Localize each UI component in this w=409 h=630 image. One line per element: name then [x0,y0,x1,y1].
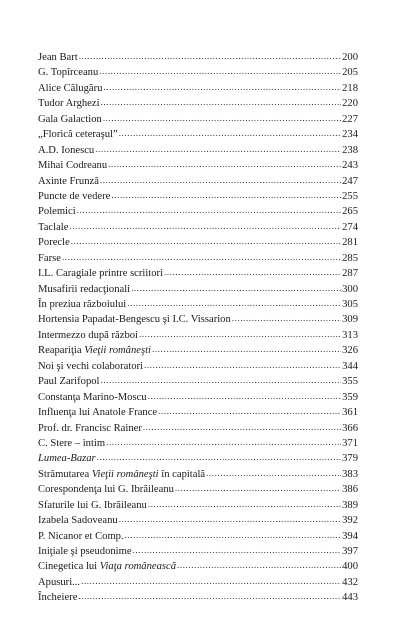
dot-leader [101,373,342,388]
toc-entry [38,127,358,142]
toc-entry-page-number: 200 [342,52,358,63]
toc-title-text: A.D. Ionescu [38,144,95,156]
toc-entry-page-number: 218 [342,82,358,94]
toc-entry-title [38,127,118,142]
toc-entry-page-number: 285 [342,252,358,264]
toc-entry-title [38,297,126,312]
toc-entry [38,204,358,219]
dot-leader [69,219,341,234]
toc-entry [38,390,358,405]
dot-leader [95,142,341,157]
toc-title-text: Farse [38,252,61,264]
toc-entry-title [38,220,68,235]
toc-entry-title [38,575,80,590]
toc-title-text: Corespondenţa lui G. Ibrăileanu [38,484,174,496]
toc-entry-page-number: 394 [342,530,358,542]
toc-entry [38,529,358,544]
toc-entry-title [38,405,157,420]
dot-leader [108,157,341,172]
dot-leader [101,95,341,110]
toc-entry-title [38,343,151,358]
toc-title-text: Taclale [38,221,69,233]
toc-entry-page-number: 326 [342,345,358,357]
dot-leader [71,234,341,249]
toc-entry [38,96,358,111]
toc-entry [38,575,358,590]
toc-title-text: Porecle [38,237,70,249]
toc-entry-title [38,390,147,405]
toc-entry-page-number: 432 [342,576,358,588]
toc-entry [38,235,358,250]
dot-leader [139,327,341,342]
toc-entry-page-number: 366 [342,422,358,434]
toc-title-text: În preziua războiului [38,299,127,310]
toc-entry-page-number: 255 [342,190,358,202]
toc-entry-title [38,590,77,605]
toc-title-text: Prof. dr. Francisc Rainer [38,422,142,434]
toc-entry [38,251,358,266]
toc-entry-page-number: 227 [342,113,358,125]
dot-leader [103,111,341,126]
dot-leader [144,358,341,373]
toc-entry-title [38,65,98,80]
toc-entry [38,112,358,127]
dot-leader [164,265,341,280]
toc-entry-title [38,112,102,127]
toc-title-text: Gala Galaction [38,113,102,125]
toc-title-text: Constanţa Marino-Moscu [38,391,147,403]
toc-entry-page-number: 359 [342,391,358,403]
toc-entry-page-number: 238 [342,144,358,156]
toc-entry [38,343,358,358]
toc-title-text: G. Topîrceanu [38,67,99,79]
toc-entry [38,405,358,420]
dot-leader [148,389,341,404]
toc-entry-title [38,174,99,189]
toc-entry-title [38,467,205,482]
toc-title-text: Paul Zarifopol [38,376,100,388]
dot-leader [177,558,341,573]
dot-leader [103,80,341,95]
toc-entry-title [38,189,110,204]
toc-entry-page-number: 205 [342,67,358,79]
toc-entry [38,451,358,466]
toc-entry-page-number: 355 [342,376,358,388]
toc-entry-page-number: 386 [342,484,358,496]
toc-entry-title [38,312,231,327]
dot-leader [77,203,341,218]
toc-entry-page-number: 379 [342,453,358,465]
toc-entry [38,328,358,343]
toc-title-italic-text: Viaţa românească [99,561,176,573]
toc-entry [38,81,358,96]
toc-title-italic-text: Vieţii româneşti [84,345,151,357]
toc-title-italic-text: Vieţii româneşti [91,468,159,480]
toc-entry-title [38,81,102,96]
toc-entry-title [38,436,105,451]
toc-entry [38,359,358,374]
toc-entry-title [38,143,94,158]
toc-entry-page-number: 305 [342,299,358,310]
toc-entry [38,498,358,513]
dot-leader [97,450,341,465]
toc-entry [38,467,358,482]
toc-title-text: Influenţa lui Anatole France [38,407,158,419]
toc-title-text: P. Nicanor et Comp. [38,530,124,542]
dot-leader [100,173,341,188]
toc-entry-title [38,251,61,266]
toc-title-text: Noi şi vechi colaboratori [38,360,144,372]
dot-leader [131,281,341,296]
toc-title-text: Puncte de vedere [38,190,111,202]
dot-leader [62,250,341,265]
dot-leader [143,420,341,435]
toc-entry-page-number: 309 [342,314,358,326]
toc-entry [38,266,358,281]
toc-entry-title [38,421,142,436]
toc-entry-page-number: 389 [342,499,358,511]
toc-entry [38,50,358,65]
toc-entry-title [38,482,174,497]
dot-leader [119,126,341,141]
toc-entry-page-number: 344 [342,360,358,372]
toc-title-text: Intermezzo după război [38,329,138,341]
toc-entry-title [38,451,96,466]
toc-entry [38,513,358,528]
toc-entry-page-number: 300 [342,283,358,295]
toc-title-text: Lumea-Bazar [38,453,96,465]
toc-entry-page-number: 313 [342,329,358,341]
toc-entry-title [38,513,118,528]
toc-entry-page-number: 265 [342,206,358,218]
toc-entry [38,143,358,158]
toc-title-text: Alice Călugăru [38,82,103,94]
toc-entry-title [38,529,124,544]
toc-title-text: Cinegetica lui [38,561,100,573]
toc-entry [38,220,358,235]
dot-leader [232,311,341,326]
toc-title-text: Izabela Sadoveanu [38,515,118,527]
dot-leader [111,188,341,203]
toc-entry-page-number: 392 [342,515,358,527]
toc-entry-page-number: 220 [342,98,358,110]
toc-title-text: Sfaturile lui G. Ibrăileanu [38,499,147,511]
toc-title-text: Încheiere [38,592,78,604]
toc-entry-title [38,498,147,513]
dot-leader [99,64,341,79]
toc-entry-title [38,282,130,297]
toc-title-text: „Florică ceteraşul” [38,129,118,141]
toc-entry [38,174,358,189]
toc-title-text: Mihai Codreanu [38,160,108,172]
dot-leader [133,543,341,558]
toc-title-text: Hortensia Papadat-Bengescu şi I.C. Vissarion [38,314,231,326]
toc-entry-page-number: 361 [342,407,358,419]
toc-entry [38,590,358,605]
toc-title-text: I.L. Caragiale printre scriitori [38,268,164,280]
toc-title-text: C. Stere – intim [38,437,106,449]
toc-entry-title [38,96,100,111]
dot-leader [175,481,341,496]
toc-title-text: Apusuri... [38,576,81,588]
dot-leader [206,466,341,481]
toc-title-text: Tudor Arghezi [38,98,100,110]
toc-entry [38,374,358,389]
toc-entry-title [38,359,143,374]
toc-entry [38,312,358,327]
dot-leader [152,342,341,357]
toc-entry-title [38,235,70,250]
toc-entry [38,65,358,80]
toc-entry-page-number: 243 [342,160,358,172]
toc-entry-page-number: 274 [342,221,358,233]
toc-entry-title [38,158,107,173]
toc-entry-page-number: 383 [342,468,358,480]
dot-leader [106,435,341,450]
toc-entry [38,544,358,559]
toc-entry-page-number: 397 [342,546,358,557]
dot-leader [125,528,341,543]
toc-title-text: Axinte Frunză [38,175,99,187]
toc-title-text: Polemici [38,206,76,218]
toc-entry-title [38,559,176,574]
toc-title-text: în capitală [158,468,206,480]
toc-entry [38,297,358,312]
toc-entry-title [38,544,132,559]
toc-entry-title [38,266,163,281]
toc-entry-page-number: 287 [342,268,358,280]
table-of-contents [38,50,358,606]
toc-entry-title [38,50,78,65]
toc-entry [38,282,358,297]
toc-entry [38,158,358,173]
dot-leader [119,512,341,527]
toc-entry-page-number: 400 [342,561,358,573]
toc-title-text: Iniţiale şi pseudonime [38,546,132,557]
toc-entry-page-number: 247 [342,175,358,187]
toc-entry [38,559,358,574]
toc-entry-page-number: 371 [342,437,358,449]
dot-leader [148,497,341,512]
dot-leader [158,404,341,419]
toc-title-text: Reapariţia [38,345,85,357]
toc-entry [38,436,358,451]
dot-leader [79,49,341,64]
toc-entry [38,421,358,436]
toc-entry-page-number: 281 [342,237,358,249]
dot-leader [81,574,341,589]
dot-leader [78,589,341,604]
toc-entry-page-number: 234 [342,129,358,141]
dot-leader [127,296,341,311]
toc-entry-title [38,374,100,389]
toc-entry-title [38,204,76,219]
toc-entry-title [38,328,138,343]
toc-title-text: Musafirii redacţionali [38,283,131,295]
toc-entry [38,189,358,204]
toc-title-text: Jean Bart [38,52,78,63]
toc-title-text: Strămutarea [38,468,92,480]
toc-entry [38,482,358,497]
toc-entry-page-number: 443 [342,592,358,604]
